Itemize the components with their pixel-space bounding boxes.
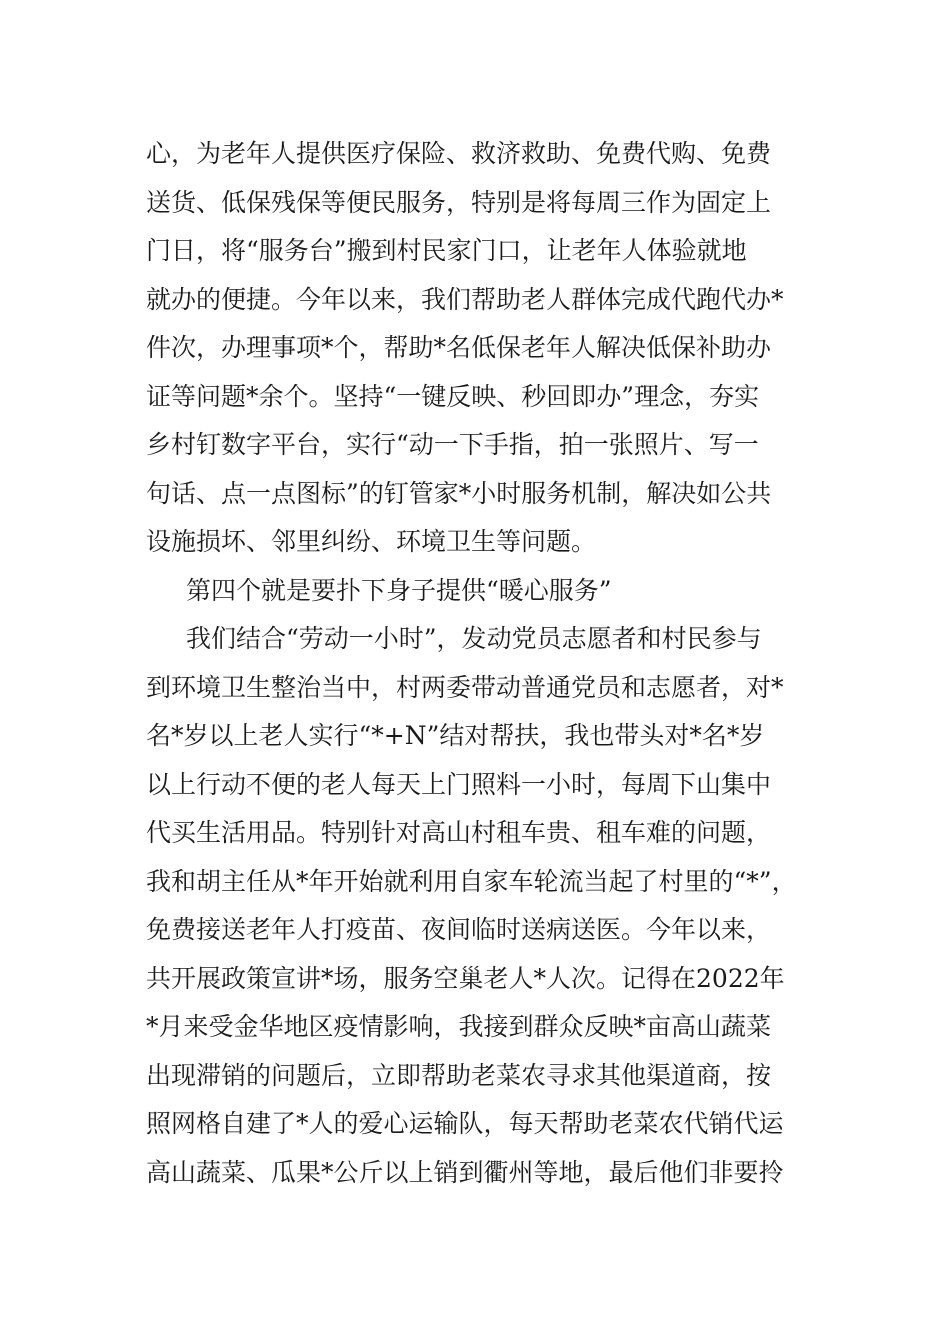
- text-line: 句话、点一点图标”的钉管家*小时服务机制，解决如公共: [146, 478, 772, 508]
- text-line: 出现滞销的问题后，立即帮助老菜农寻求其他渠道商，按: [146, 1060, 772, 1090]
- text-line: 门日，将“服务台”搬到村民家门口，让老年人体验就地: [146, 236, 747, 265]
- text-line: 免费接送老年人打疫苗、夜间临时送病送医。今年以来，: [146, 915, 772, 944]
- text-line: 送货、低保残保等便民服务，特别是将每周三作为固定上: [146, 187, 772, 217]
- text-line: 代买生活用品。特别针对高山村租车贵、租车难的问题，: [146, 818, 772, 847]
- text-line: 就办的便捷。今年以来，我们帮助老人群体完成代跑代办*: [146, 284, 784, 314]
- section-heading: 第四个就是要扑下身子提供“暖心服务”: [186, 575, 612, 605]
- paragraph-first-line: 我们结合“劳动一小时”，发动党员志愿者和村民参与: [186, 624, 762, 653]
- text-line: 以上行动不便的老人每天上门照料一小时，每周下山集中: [146, 769, 772, 799]
- text-line: 证等问题*余个。坚持“一键反映、秒回即办”理念，夯实: [146, 381, 760, 411]
- text-line: 件次，办理事项*个，帮助*名低保老年人解决低保补助办: [146, 333, 772, 362]
- text-line: 照网格自建了*人的爱心运输队，每天帮助老菜农代销代运: [146, 1109, 784, 1138]
- text-line: 设施损坏、邻里纠纷、环境卫生等问题。: [146, 527, 597, 556]
- document-body: [146, 130, 810, 1197]
- text-line: 我和胡主任从*年开始就利用自家车轮流当起了村里的“*”，: [146, 866, 797, 896]
- text-line: 到环境卫生整治当中，村两委带动普通党员和志愿者，对*: [146, 672, 784, 702]
- text-line: 乡村钉数字平台，实行“动一下手指，拍一张照片、写一: [146, 430, 759, 459]
- text-line: 名*岁以上老人实行“*+N”结对帮扶，我也带头对*名*岁: [146, 721, 765, 750]
- text-line: *月来受金华地区疫情影响，我接到群众反映*亩高山蔬菜: [146, 1012, 772, 1041]
- text-line: 心，为老年人提供医疗保险、救济救助、免费代购、免费: [146, 139, 772, 168]
- text-line: 高山蔬菜、瓜果*公斤以上销到衢州等地，最后他们非要拎: [146, 1157, 784, 1187]
- text-line: 共开展政策宣讲*场，服务空巢老人*人次。记得在2022年: [146, 963, 785, 993]
